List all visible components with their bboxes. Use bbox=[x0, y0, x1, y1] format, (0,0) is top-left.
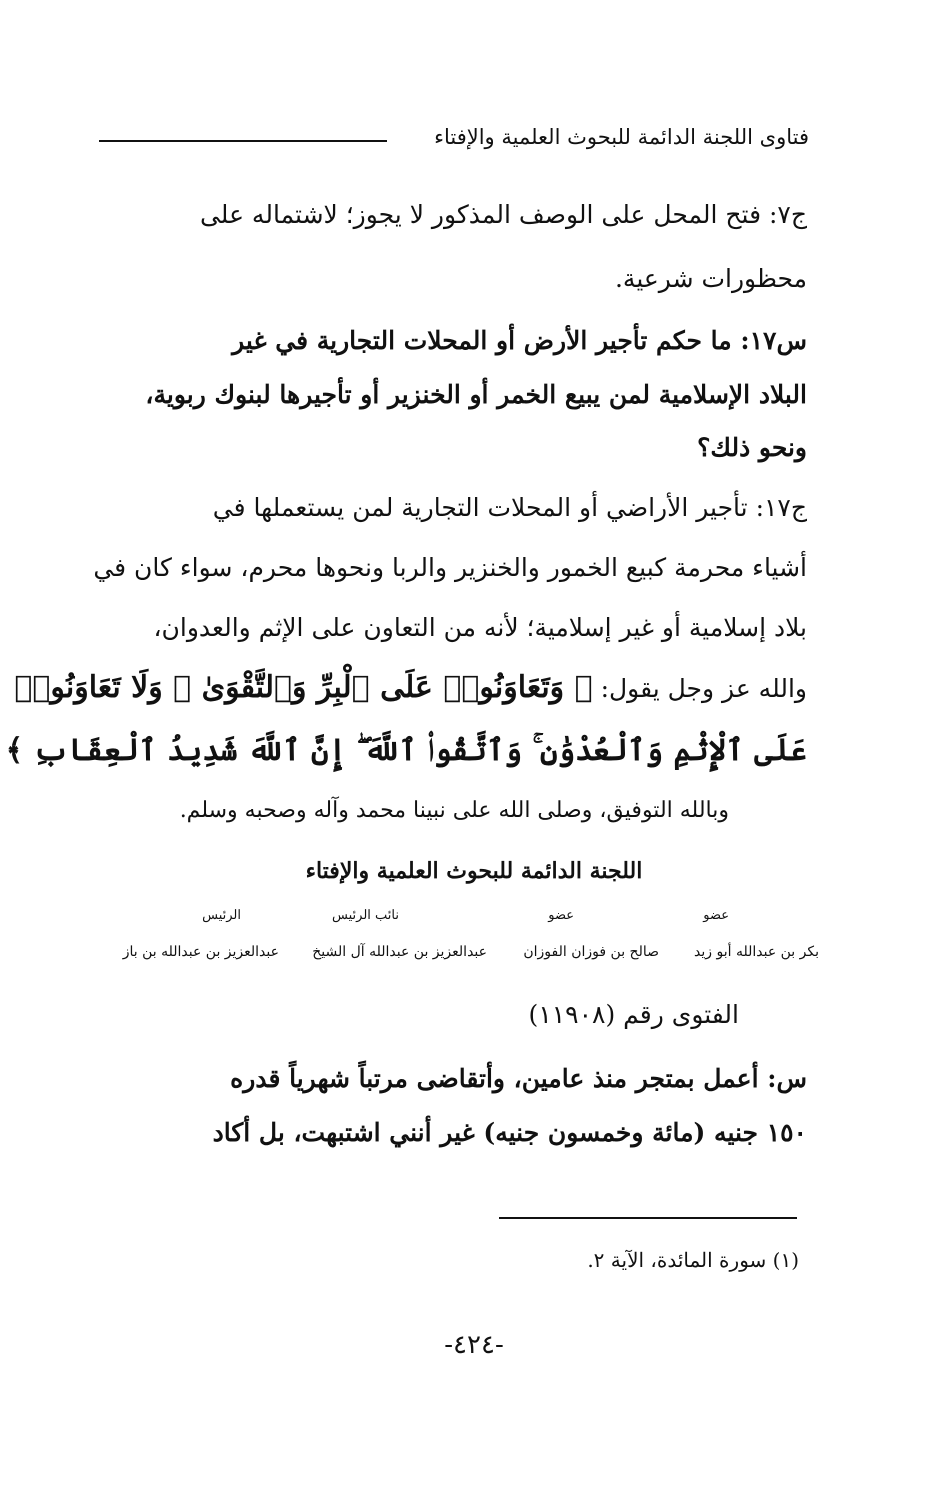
quran-verse-part2: عَلَى ٱلْإِثْمِ وَٱلْعُدْوَٰنِ ۚ وَٱتَّقُوا۟ ٱللَّهَ ۖ إِنَّ ٱللَّهَ شَدِيدُ ٱلْعِقَابِ ﴾ bbox=[6, 733, 808, 768]
footnote: (١) سورة المائدة، الآية ٢. bbox=[588, 1248, 800, 1272]
committee-name: اللجنة الدائمة للبحوث العلمية والإفتاء bbox=[306, 858, 644, 884]
signatory-title-1: عضو bbox=[704, 908, 730, 923]
header-title: فتاوى اللجنة الدائمة للبحوث العلمية والإفتاء bbox=[435, 125, 810, 149]
signatory-title-4: الرئيس bbox=[203, 908, 242, 923]
answer17-line1: ج١٧: تأجير الأراضي أو المحلات التجارية لمن يستعملها في bbox=[213, 493, 808, 522]
answer17-line4 bbox=[15, 670, 808, 705]
signatory-names bbox=[100, 944, 820, 966]
signatory-name-3: عبدالعزيز بن عبدالله آل الشيخ bbox=[313, 944, 488, 960]
closing-line: وبالله التوفيق، وصلى الله على نبينا محمد وآله وصحبه وسلم. bbox=[180, 798, 730, 823]
signatory-title-3: نائب الرئيس bbox=[333, 908, 400, 923]
next-question-line1: س: أعمل بمتجر منذ عامين، وأتقاضى مرتباً شهرياً قدره bbox=[231, 1064, 808, 1093]
signatory-titles bbox=[100, 908, 820, 928]
signatory-title-2: عضو bbox=[549, 908, 575, 923]
answer7-line2: محظورات شرعية. bbox=[615, 264, 808, 293]
answer17-line3: بلاد إسلامية أو غير إسلامية؛ لأنه من التعاون على الإثم والعدوان، bbox=[154, 613, 808, 642]
signatory-name-4: عبدالعزيز بن عبدالله بن باز bbox=[123, 944, 280, 960]
answer17-line2: أشياء محرمة كبيع الخمور والخنزير والربا ونحوها محرم، سواء كان في bbox=[94, 553, 808, 582]
answer17-line5 bbox=[6, 733, 808, 768]
quran-verse-part1: ﴿ وَتَعَاوَنُوا۟ عَلَى ٱلْبِرِّ وَٱلتَّقْوَىٰ ۖ وَلَا تَعَاوَنُوا۟ bbox=[15, 670, 594, 705]
page-number: -٤٢٤- bbox=[445, 1330, 505, 1360]
next-question-line2: ١٥٠ جنيه (مائة وخمسون جنيه) غير أنني اشتبهت، بل أكاد bbox=[213, 1118, 808, 1147]
header-rule bbox=[100, 140, 388, 142]
question17-line3: ونحو ذلك؟ bbox=[698, 433, 808, 462]
footnote-rule bbox=[500, 1217, 798, 1219]
running-header bbox=[100, 122, 810, 154]
signatory-name-2: صالح بن فوزان الفوزان bbox=[524, 944, 660, 960]
question17-line1: س١٧: ما حكم تأجير الأرض أو المحلات التجارية في غير bbox=[233, 326, 808, 355]
answer17-line4-text: والله عز وجل يقول: bbox=[601, 674, 808, 703]
question17-line2: البلاد الإسلامية لمن يبيع الخمر أو الخنزير أو تأجيرها لبنوك ربوية، bbox=[146, 380, 808, 409]
answer7-line1: ج٧: فتح المحل على الوصف المذكور لا يجوز؛ لاشتماله على bbox=[200, 200, 808, 229]
fatwa-number: الفتوى رقم (١١٩٠٨) bbox=[529, 1000, 740, 1029]
signatory-name-1: بكر بن عبدالله أبو زيد bbox=[695, 944, 820, 960]
